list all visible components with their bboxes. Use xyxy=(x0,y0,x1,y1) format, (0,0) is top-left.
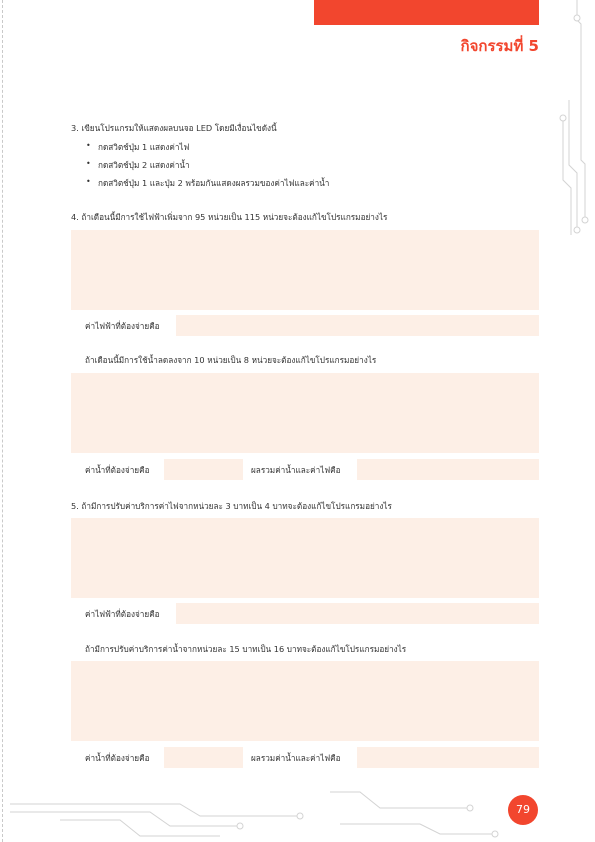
bullet-icon: • xyxy=(86,141,91,150)
answer-box-q5-water[interactable] xyxy=(71,661,539,741)
question-3-bullet-2: กดสวิตช์ปุ่ม 2 แสดงค่าน้ำ xyxy=(98,160,190,170)
header-accent-bar xyxy=(314,0,539,25)
bullet-icon: • xyxy=(86,159,91,168)
electric-cost-field[interactable] xyxy=(176,603,539,624)
electric-cost-label: ค่าไฟฟ้าที่ต้องจ่ายคือ xyxy=(85,609,160,619)
question-5-text: 5. ถ้ามีการปรับค่าบริการค่าไฟจากหน่วยละ 3 บาทเป็น 4 บาทจะต้องแก้ไขโปรแกรมอย่างไร xyxy=(71,501,392,511)
total-cost-label: ผลรวมค่าน้ำและค่าไฟคือ xyxy=(251,465,341,475)
electric-cost-label: ค่าไฟฟ้าที่ต้องจ่ายคือ xyxy=(85,321,160,331)
total-cost-field[interactable] xyxy=(357,747,539,768)
page-number-badge: 79 xyxy=(508,795,538,825)
question-4-sub-text: ถ้าเดือนนี้มีการใช้น้ำลดลงจาก 10 หน่วยเป็น 8 หน่วยจะต้องแก้ไขโปรแกรมอย่างไร xyxy=(85,355,377,365)
circuit-decoration-bottom xyxy=(0,782,595,842)
question-3-text: 3. เขียนโปรแกรมให้แสดงผลบนจอ LED โดยมีเงื่อนไขดังนี้ xyxy=(71,123,277,133)
page-edge-dashed-line xyxy=(2,0,3,842)
water-cost-label: ค่าน้ำที่ต้องจ่ายคือ xyxy=(85,465,150,475)
page-title: กิจกรรมที่ 5 xyxy=(460,37,539,55)
question-3-bullet-1: กดสวิตช์ปุ่ม 1 แสดงค่าไฟ xyxy=(98,142,190,152)
electric-cost-field[interactable] xyxy=(176,315,539,336)
question-5-sub-text: ถ้ามีการปรับค่าบริการค่าน้ำจากหน่วยละ 15 บาทเป็น 16 บาทจะต้องแก้ไขโปรแกรมอย่างไร xyxy=(85,644,407,654)
question-4-text: 4. ถ้าเดือนนี้มีการใช้ไฟฟ้าเพิ่มจาก 95 หน่วยเป็น 115 หน่วยจะต้องแก้ไขโปรแกรมอย่างไร xyxy=(71,212,388,222)
water-cost-field[interactable] xyxy=(164,459,243,480)
total-cost-label: ผลรวมค่าน้ำและค่าไฟคือ xyxy=(251,753,341,763)
circuit-decoration-right xyxy=(555,0,595,240)
answer-box-q5-electric[interactable] xyxy=(71,518,539,598)
water-cost-field[interactable] xyxy=(164,747,243,768)
water-cost-label: ค่าน้ำที่ต้องจ่ายคือ xyxy=(85,753,150,763)
total-cost-field[interactable] xyxy=(357,459,539,480)
answer-box-q4-water[interactable] xyxy=(71,373,539,453)
bullet-icon: • xyxy=(86,177,91,186)
answer-box-q4-electric[interactable] xyxy=(71,230,539,310)
question-3-bullet-3: กดสวิตช์ปุ่ม 1 และปุ่ม 2 พร้อมกันแสดงผลรวมของค่าไฟและค่าน้ำ xyxy=(98,178,330,188)
